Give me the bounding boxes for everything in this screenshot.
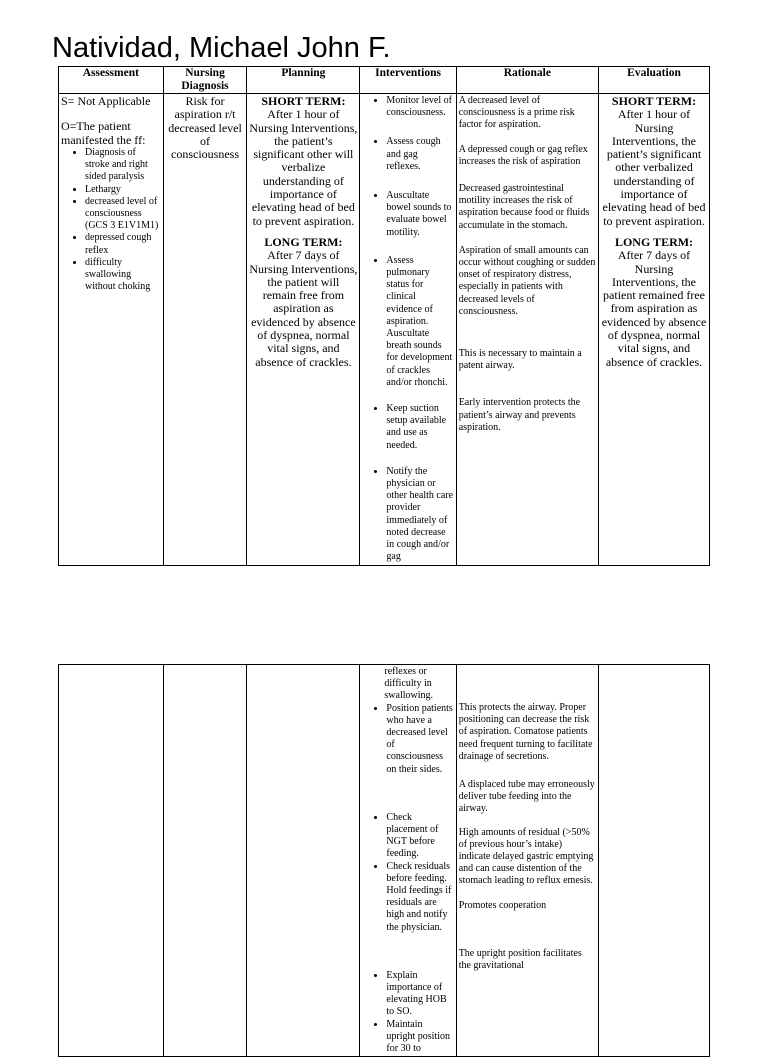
rationale-text: Decreased gastrointestinal motility increases the risk of aspiration because food or fluids accumulate in the stomach. (458, 183, 590, 231)
rationale-text: Promotes cooperation (458, 899, 547, 911)
planning-cell (247, 94, 360, 566)
care-plan-table-page1 (58, 66, 710, 566)
evaluation-cell-continued (599, 665, 710, 1057)
list-item: • Position patients who have a decreased level of consciousness on their sides. (386, 703, 453, 776)
interventions-list (362, 703, 453, 1056)
evaluation-long-label: LONG TERM: (614, 234, 694, 249)
list-item: • difficulty swallowing without choking (85, 257, 161, 294)
diagnosis-cell: Risk for aspiration r/t decreased level of consciousness (163, 94, 247, 566)
list-item: • depressed cough reflex (85, 232, 161, 256)
rationale-text: High amounts of residual (>50% of previous hour’s intake) indicate delayed gastric emptying and can cause distention of the stomach leading to reflux emesis. (458, 826, 594, 887)
assessment-list (61, 147, 161, 293)
evaluation-short-text: After 1 hour of Nursing Interventions, the patient’s significant other verbalized understanding of importance of elevating head of bed to prevent aspiration. (602, 107, 706, 228)
list-item: • Check residuals before feeding. Hold feedings if residuals are high and notify the physician. (386, 861, 453, 934)
rationale-cell-continued (456, 665, 598, 1057)
interventions-list (362, 95, 453, 564)
list-item: • decreased level of consciousness (GCS 3 E1V1M1) (85, 196, 161, 233)
list-item: • Diagnosis of stroke and right sided paralysis (85, 147, 161, 184)
rationale-text: A depressed cough or gag reflex increases the risk of aspiration (458, 143, 588, 167)
header-diagnosis: Nursing Diagnosis (163, 67, 247, 94)
list-item: • Check placement of NGT before feeding. (386, 812, 453, 861)
evaluation-cell (599, 94, 710, 566)
list-item: • Maintain upright position for 30 to (386, 1019, 453, 1056)
list-item: • Notify the physician or other health care provider immediately of noted decrease in cough and/or gag (386, 466, 453, 564)
list-item: • Explain importance of elevating HOB to SO. (386, 970, 453, 1019)
page-title: Natividad, Michael John F. (52, 32, 391, 64)
rationale-text: This is necessary to maintain a patent airway. (458, 348, 582, 372)
planning-short-label: SHORT TERM: (261, 94, 346, 108)
list-item: • Monitor level of consciousness. (386, 95, 453, 119)
rationale-cell (456, 94, 598, 566)
planning-short-text: After 1 hour of Nursing Interventions, the patient’s significant other will verbalize understanding of importance of elevating head of bed to prevent aspiration. (249, 107, 358, 228)
list-item: • Auscultate bowel sounds to evaluate bowel motility. (386, 190, 453, 239)
evaluation-long-text: After 7 days of Nursing Interventions, the patient remained free from aspiration as evidenced by absence of dyspnea, normal vital signs, and absence of crackles. (601, 248, 707, 369)
planning-cell-continued (247, 665, 360, 1057)
planning-long-label: LONG TERM: (264, 234, 343, 249)
header-interventions: Interventions (360, 67, 456, 94)
diagnosis-cell-continued (163, 665, 247, 1057)
list-item: • Assess pulmonary status for clinical evidence of aspiration. Auscultate breath sounds for development of crackles and/or rhonchi. (386, 255, 453, 389)
rationale-text: This protects the airway. Proper positioning can decrease the risk of aspiration. Comatose patients need frequent turning to facilitate drainage of secretions. (458, 702, 593, 762)
rationale-text: A decreased level of consciousness is a prime risk factor for aspiration. (458, 95, 575, 131)
header-evaluation: Evaluation (599, 67, 710, 94)
planning-long-text: After 7 days of Nursing Interventions, the patient will remain free from aspiration as evidenced by absence of dyspnea, normal vital signs, and absence of crackles. (249, 248, 358, 369)
assessment-cell-continued (59, 665, 164, 1057)
assessment-subjective: S= Not Applicable (61, 94, 151, 108)
list-item: • Keep suction setup available and use as needed. (386, 403, 453, 452)
header-assessment: Assessment (59, 67, 164, 94)
rationale-text: A displaced tube may erroneously deliver tube feeding into the airway. (458, 779, 595, 815)
interventions-cell-continued (360, 665, 456, 1057)
header-rationale: Rationale (456, 67, 598, 94)
list-item: • Lethargy (85, 184, 161, 196)
assessment-objective: O=The patient manifested the ff: (61, 119, 146, 147)
rationale-text: Aspiration of small amounts can occur without coughing or sudden onset of respiratory distress, especially in patients with decreased levels of consciousness. (458, 244, 596, 317)
header-planning: Planning (247, 67, 360, 94)
rationale-text: The upright position facilitates the gravitational (458, 947, 582, 972)
list-item: • Assess cough and gag reflexes. (386, 136, 453, 173)
intervention-continuation: reflexes or difficulty in swallowing. (384, 666, 434, 702)
evaluation-short-label: SHORT TERM: (611, 94, 697, 108)
rationale-text: Early intervention protects the patient’s airway and prevents aspiration. (458, 397, 581, 433)
assessment-cell (59, 94, 164, 566)
care-plan-table-page2 (58, 664, 710, 1057)
interventions-cell (360, 94, 456, 566)
